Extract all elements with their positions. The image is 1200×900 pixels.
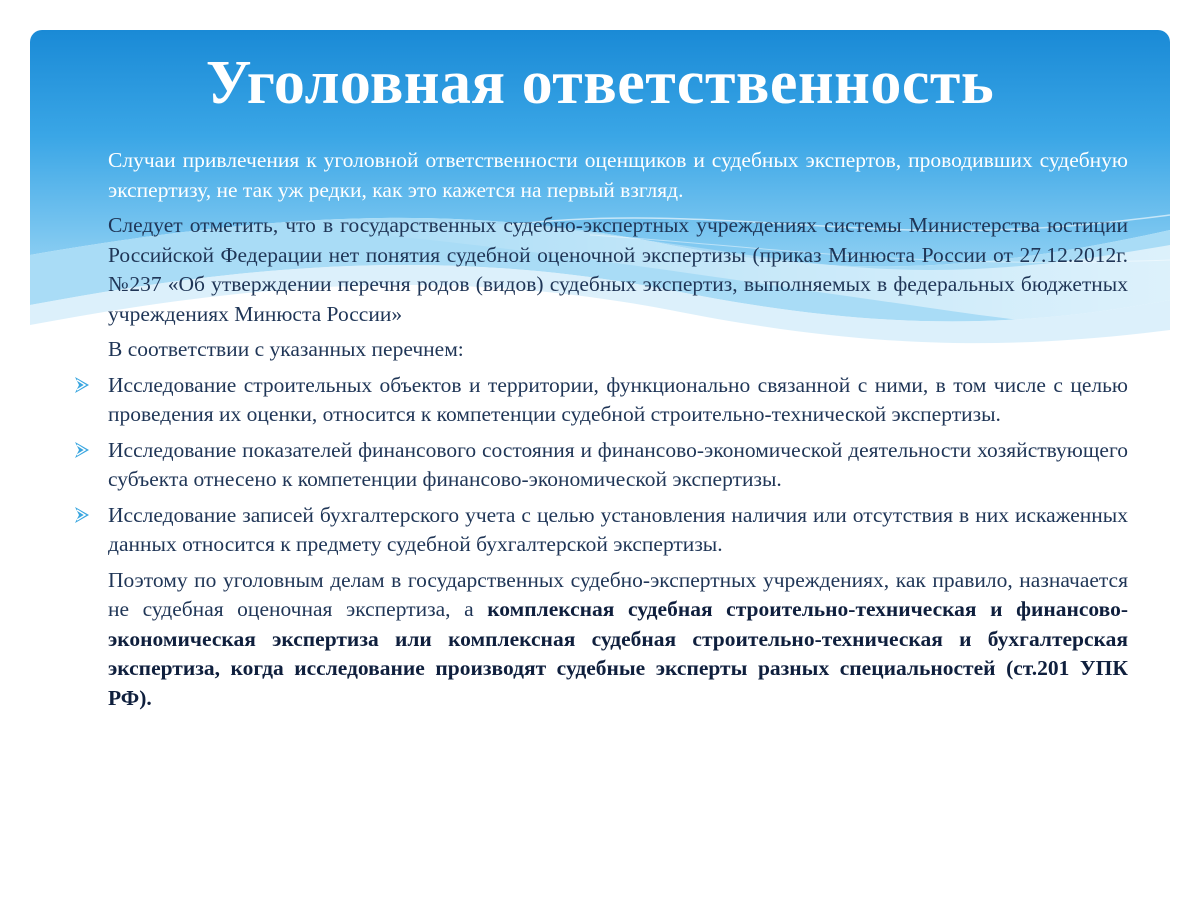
body-text bbox=[108, 146, 1128, 719]
list-item-text: Исследование показателей финансового состояния и финансово-экономической деятельности хозяйствующего субъекта отнесено к компетенции финансово-экономической экспертизы. bbox=[108, 437, 1128, 491]
list-item bbox=[108, 436, 1128, 495]
conclusion-text: Поэтому по уголовным делам в государственных судебно-экспертных учреждениях, как правило, назначается не судебная оценочная экспертиза, а bbox=[108, 567, 1128, 621]
page-title: Уголовная ответственность bbox=[205, 49, 995, 117]
arrowhead-bullet-icon bbox=[72, 440, 92, 460]
list-intro: В соответствии с указанных перечнем: bbox=[108, 337, 464, 361]
list-item-text: Исследование строительных объектов и территории, функционально связанной с ними, в том числе с целью проведения их оценки, относится к компетенции судебной строительно-технической экспертизы. bbox=[108, 372, 1128, 426]
ministry-paragraph: Следует отметить, что в государственных судебно-экспертных учреждениях системы Министерства юстиции Российской Федерации нет понятия судебной оценочной экспертизы (приказ Минюста России от 27.12.2012г. №237 «Об утверждении перечня родов (видов) судебных экспертиз, выполняемых в федеральных бюджетных учреждениях Минюста России» bbox=[108, 213, 1128, 326]
list-item bbox=[108, 371, 1128, 430]
conclusion-paragraph bbox=[108, 566, 1128, 714]
arrowhead-bullet-icon bbox=[72, 505, 92, 525]
intro-paragraph: Случаи привлечения к уголовной ответственности оценщиков и судебных экспертов, проводивших судебную экспертизу, не так уж редки, как это кажется на первый взгляд. bbox=[108, 148, 1128, 202]
list-item-text: Исследование записей бухгалтерского учета с целью установления наличия или отсутствия в них искаженных данных относится к предмету судебной бухгалтерской экспертизы. bbox=[108, 502, 1128, 556]
conclusion-emphasis: комплексная судебная строительно-техническая и финансово-экономическая экспертиза или комплексная судебная строительно-техническая и бухгалтерская экспертиза, когда исследование производят судебные эксперты разных специальностей (ст.201 УПК РФ). bbox=[108, 597, 1128, 710]
arrowhead-bullet-icon bbox=[72, 375, 92, 395]
list-item bbox=[108, 501, 1128, 560]
